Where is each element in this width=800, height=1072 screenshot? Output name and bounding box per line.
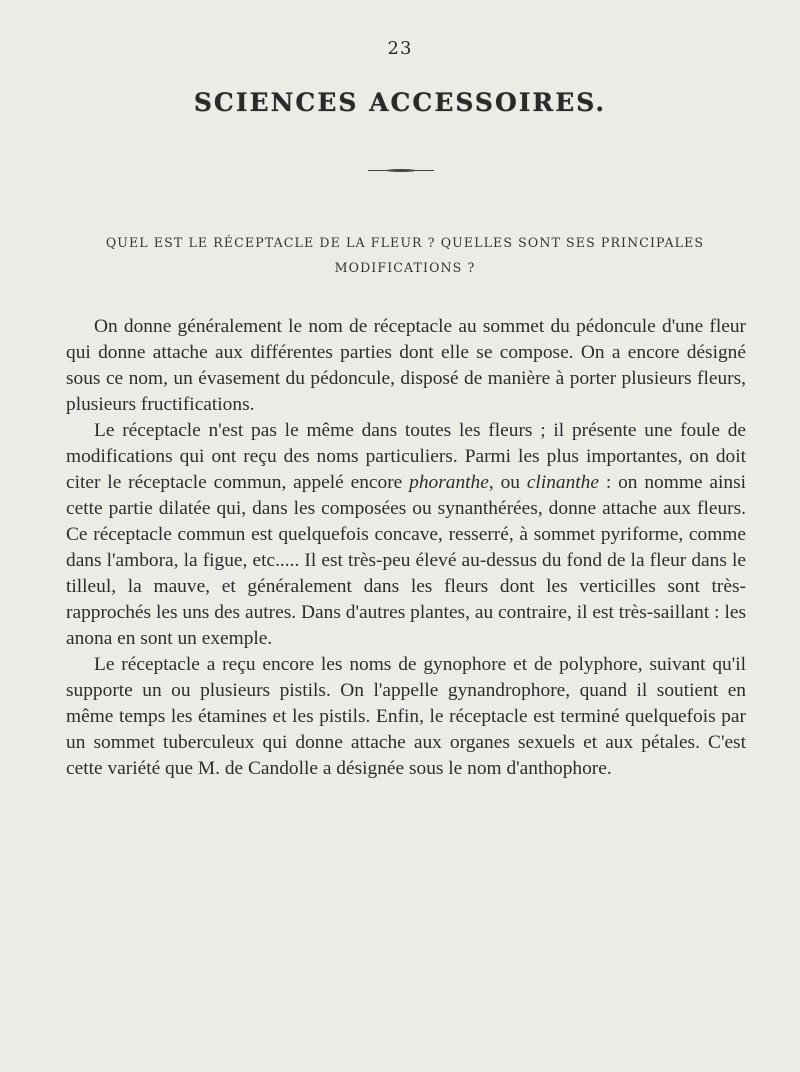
term-clinanthe: clinanthe (526, 472, 599, 493)
question-heading: QUEL EST LE RÉCEPTACLE DE LA FLEUR ? QUELLES SONT SES PRINCIPALES MODIFICATIONS ? (105, 235, 705, 275)
term-phoranthe: phoranthe (409, 472, 489, 493)
paragraph-2 (66, 418, 746, 652)
paragraph-1: On donne généralement le nom de réceptacle au sommet du pédoncule d'une fleur qui donne attache aux différentes parties dont elle se compose. On a encore désigné sous ce nom, un évasement du pédoncule, disposé de manière à porter plusieurs fleurs, plusieurs fructifications. (66, 316, 746, 415)
section-title: SCIENCES ACCESSOIRES. (193, 88, 607, 117)
page-number: 23 (387, 38, 413, 59)
paragraph-2-text-b: , ou (488, 472, 527, 493)
paragraph-2-text-a: Le réceptacle n'est pas le même dans toutes les fleurs ; il présente une foule de modifications qui ont reçu des noms particuliers. Parmi les plus importantes, on doit citer le réceptacle commun, appelé encore (66, 420, 746, 493)
paragraph-3: Le réceptacle a reçu encore les noms de gynophore et de polyphore, suivant qu'il supporte un ou plusieurs pistils. On l'appelle gynandrophore, quand il soutient en même temps les étamines et les pistils. Enfin, le réceptacle est terminé quelquefois par un sommet tuberculeux qui donne attache aux organes sexuels et aux pétales. C'est cette variété que M. de Candolle a désignée sous le nom d'anthophore. (66, 654, 746, 779)
ornamental-rule (368, 170, 434, 171)
body-text (66, 314, 746, 782)
paragraph-2-text-c: : on nomme ainsi cette partie dilatée qui, dans les composées ou synanthérées, donne attache aux fleurs. Ce réceptacle commun est quelquefois concave, resserré, à sommet pyriforme, comme dans l'ambora, la figue, etc..... Il est très-peu élevé au-dessus du fond de la fleur dans le tilleul, la mauve, et généralement dans les fleurs dont les verticilles sont très-rapprochés les uns des autres. Dans d'autres plantes, au contraire, il est très-saillant : les anona en sont un exemple. (66, 472, 747, 649)
